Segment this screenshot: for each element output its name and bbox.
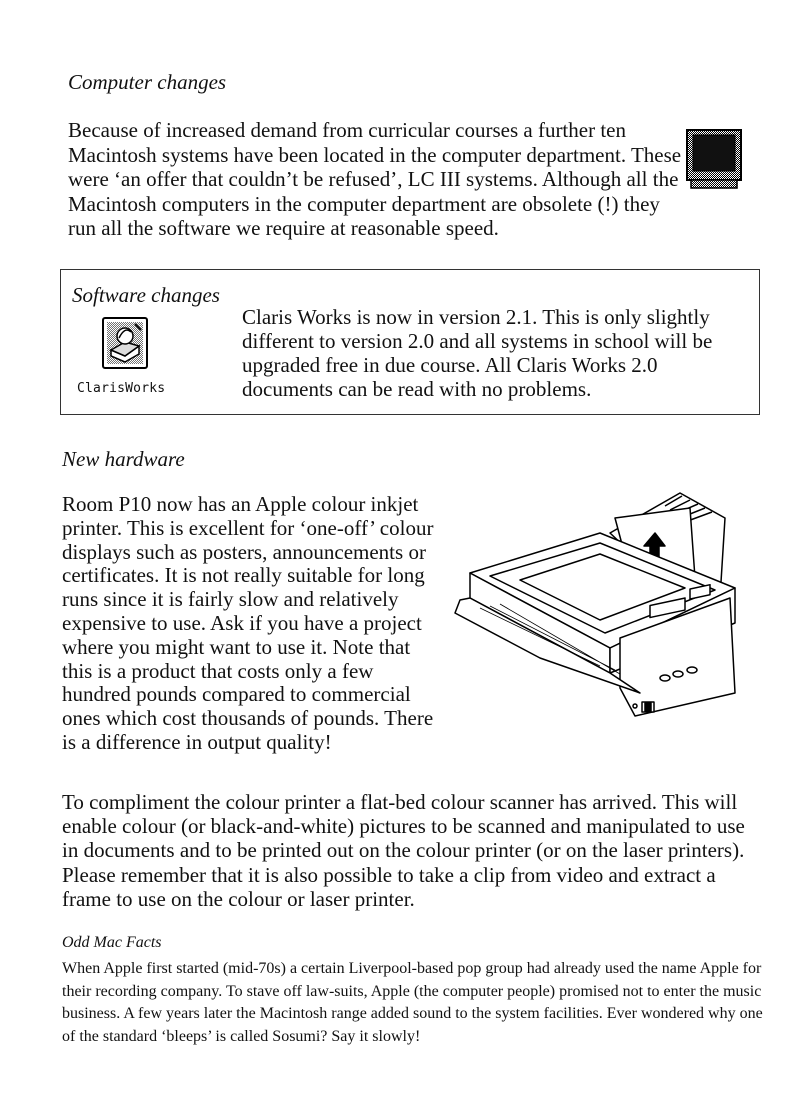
- computer-changes-heading: Computer changes: [68, 70, 227, 94]
- new-hardware-body: Room P10 now has an Apple colour inkjet printer. This is excellent for ‘one-off’ colour displays such as posters, announcements or certificates. It is not really suitable for long runs since it is fairly slow and relatively expensive to use. Ask if you have a project where you might want to use it. Note that this is a product that costs only a few hundred pounds compared to commercial ones which cost thousands of pounds. There is a difference in output quality!: [62, 492, 434, 754]
- odd-mac-facts-body: When Apple first started (mid-70s) a certain Liverpool-based pop group had already used the name Apple for their recording company. To stave off law-suits, Apple (the computer people) promised not to enter the music business. A few years later the Macintosh range added sound to the system facilities. Ever wondered why one of the standard ‘bleeps’ is called Sosumi? Say it slowly!: [62, 960, 763, 1045]
- computer-changes-body: Because of increased demand from curricular courses a further ten Macintosh systems have been located in the computer department. These were ‘an offer that couldn’t be refused’, LC III systems. Although all the Macintosh computers in the computer department are obsolete (!) they run all the software we require at reasonable speed.: [68, 118, 682, 240]
- software-changes-body: Claris Works is now in version 2.1. This is only slightly different to version 2.0 and all systems in school will be upgraded free in due course. All Claris Works 2.0 documents can be read with no problems.: [242, 305, 713, 401]
- clarisworks-app-icon[interactable]: [101, 316, 149, 370]
- new-hardware-heading: New hardware: [62, 447, 185, 471]
- macintosh-computer-icon: [686, 129, 742, 191]
- inkjet-printer-illustration: [450, 488, 750, 720]
- clarisworks-icon-label: ClarisWorks: [77, 381, 166, 396]
- new-hardware-scanner-body: To compliment the colour printer a flat-bed colour scanner has arrived. This will enable colour (or black-and-white) pictures to be scanned and manipulated to use in documents and to be printed out on the colour printer (or on the laser printers). Please remember that it is also possible to take a clip from video and extract a frame to use on the colour or laser printer.: [62, 790, 745, 911]
- software-changes-heading: Software changes: [72, 283, 220, 307]
- odd-mac-facts-heading: Odd Mac Facts: [62, 934, 162, 951]
